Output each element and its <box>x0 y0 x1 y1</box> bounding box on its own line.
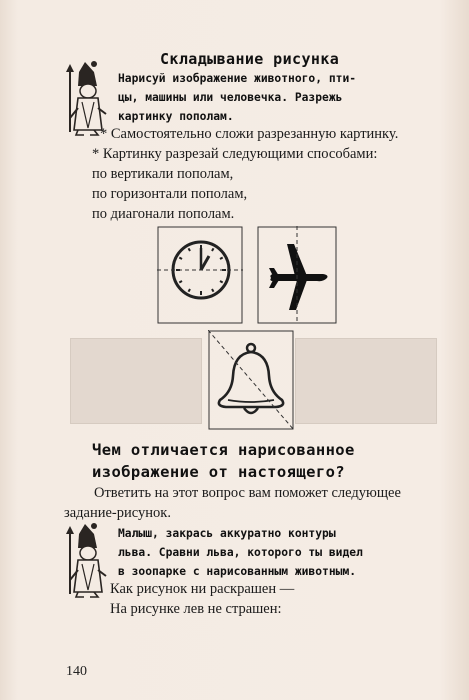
section-title-difference-line-1: Чем отличается нарисованное <box>92 441 355 459</box>
task-line-3: в зоопарке с нарисованным животным. <box>118 565 357 578</box>
intro-line-2: задание-рисунок. <box>64 505 171 521</box>
airplane-figure <box>257 226 337 324</box>
bell-figure <box>208 330 294 430</box>
task-line-2: льва. Сравни льва, которого ты видел <box>118 546 363 559</box>
page-number: 140 <box>66 664 87 679</box>
task-line-1: Малыш, закрась аккуратно контуры <box>118 527 336 540</box>
jester-illustration-bottom <box>64 520 110 598</box>
cut-way-vertical: по вертикали пополам, <box>92 166 234 182</box>
section-title-folding: Складывание рисунка <box>160 50 340 68</box>
airplane-icon <box>257 226 337 324</box>
jester-illustration-top <box>64 58 110 136</box>
bullet-assemble: * Самостоятельно сложи разрезанную картинку. <box>100 126 399 142</box>
clock-icon <box>157 226 243 324</box>
instruction-line-2: цы, машины или человечка. Разрежь <box>118 91 343 104</box>
instruction-line-3: картинку пополам. <box>118 110 234 123</box>
section-title-difference-line-2: изображение от настоящего? <box>92 463 346 481</box>
jester-icon <box>64 520 110 598</box>
bleed-through-picture-left <box>70 338 202 424</box>
clock-figure <box>157 226 243 324</box>
cut-way-horizontal: по горизонтали пополам, <box>92 186 248 202</box>
bullet-cut-ways: * Картинку разрезай следующими способами: <box>92 146 378 162</box>
poem-line-1: Как рисунок ни раскрашен — <box>110 581 295 597</box>
cut-way-diagonal: по диагонали пополам. <box>92 206 235 222</box>
poem-line-2: На рисунке лев не страшен: <box>110 601 282 617</box>
jester-icon <box>64 58 110 136</box>
bell-icon <box>208 330 294 430</box>
instruction-line-1: Нарисуй изображение животного, пти- <box>118 72 357 85</box>
intro-line-1: Ответить на этот вопрос вам поможет следующее <box>94 485 401 501</box>
bleed-through-picture-right <box>295 338 437 424</box>
